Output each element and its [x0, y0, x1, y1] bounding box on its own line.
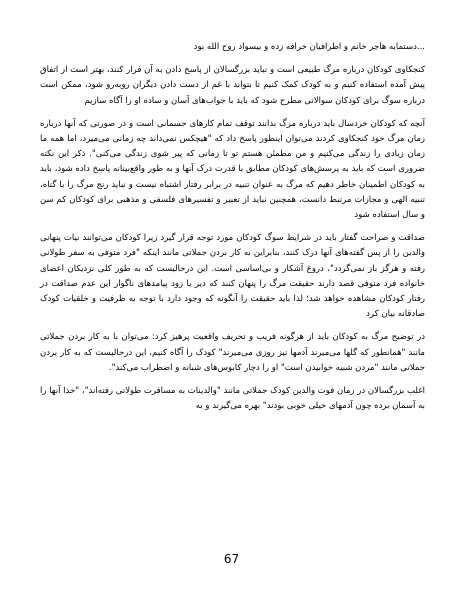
paragraph-3: آنچه که کودکان خردسال باید درباره مرگ بدانند توقف تمام کارهای جسمانی است و در صورتی که آنها درباره زمان مرگ خود کنجکاوی کردند می‌توان اینطور پاسخ داد که "هیچکس نمی‌داند چه زمانی می‌میرد، اما همه ما زمان زیادی را زندگی می‌کنیم و من مطمئن هستم تو تا زمانی که پیر شوی زندگی می‌کنی". ذکر این نکته ضروری است که باید به پرسش‌های کودکان مطابق با قدرت درک آنها و به طور واقع‌بینانه پاسخ داده شود، باید به کودکان اطمینان خاطر دهیم که مرگ به عنوان تنبیه در برابر رفتار اشتباه نیست و نباید رنج مرگ را با گناه، تنبیه الهی و مجازات مرتبط دانست، همچنین نباید از تعبیر و تفسیرهای فلسفی و مذهبی برای کودکان کم سن و سال استفاده شود [40, 118, 425, 221]
paragraph-1: ...دستمایه هاجر خانم و اطرافیان خرافه زده و بیسواد روح الله بود [193, 42, 425, 52]
paragraph-2: کنجکاوی کودکان درباره مرگ طبیعی است و نباید بزرگسالان از پاسخ دادن به آن فرار کنند، بهتر است از اتفاق پیش آمده استفاده کنیم و به کودک کمک کنیم تا بتواند با غم از دست دادن دیگران روبه‌رو شود، ممکن است درباره سوگ برای کودکان سوالاتی مطرح شود که باید با جواب‌های آسان و ساده او را آگاه سازیم [40, 65, 425, 106]
paragraph-4: صداقت و صراحت گفتار باید در شرایط سوگ کودکان مورد توجه قرار گیرد زیرا کودکان می‌توانند نیات پنهانی والدین را از پس گفته‌های آنها درک کنند، بنابراین به کار بردن جملاتی مانند اینکه "فرد متوفی به سفر طولانی رفته و هرگز باز نمی‌گردد"، دروغ آشکار و بی‌اساسی است. این درحالیست که به طور کلی نزدیکان اعضای خانواده فرد متوفی قصد دارند حقیقت مرگ را پنهان کنند که دیر یا زود پیامدهای ناگوار این عدم صداقت در رفتار کودکان مشاهده خواهد شد؛ لذا باید حقیقت را آنگونه که وجود دارد با توجه به ظرفیت و خلقیات کودک صادقانه بیان کرد [40, 233, 425, 320]
paragraph-6: اغلب بزرگسالان در زمان فوت والدین کودک جملاتی مانند "والدینات به مسافرت طولانی رفته‌اند"، "خدا آنها را به آسمان برده چون آدمهای خیلی خوبی بودند" بهره می‌گیرند و به [40, 386, 425, 412]
page-number: 67 [223, 552, 240, 566]
paragraph-5: در توضیح مرگ به کودکان باید از هرگونه فریب و تحریف واقعیت پرهیز کرد: می‌توان با به کار بردن جملاتی مانند "همانطور که گلها می‌میرند آدمها نیز روزی می‌میرند" کودک را آگاه کنیم، این درحالیست که به کار بردن جملاتی مانند "مردن شبیه خوابیدن است" او را دچار کابوس‌های شبانه و اضطراب می‌کند". [40, 332, 425, 373]
body-text [40, 40, 425, 414]
